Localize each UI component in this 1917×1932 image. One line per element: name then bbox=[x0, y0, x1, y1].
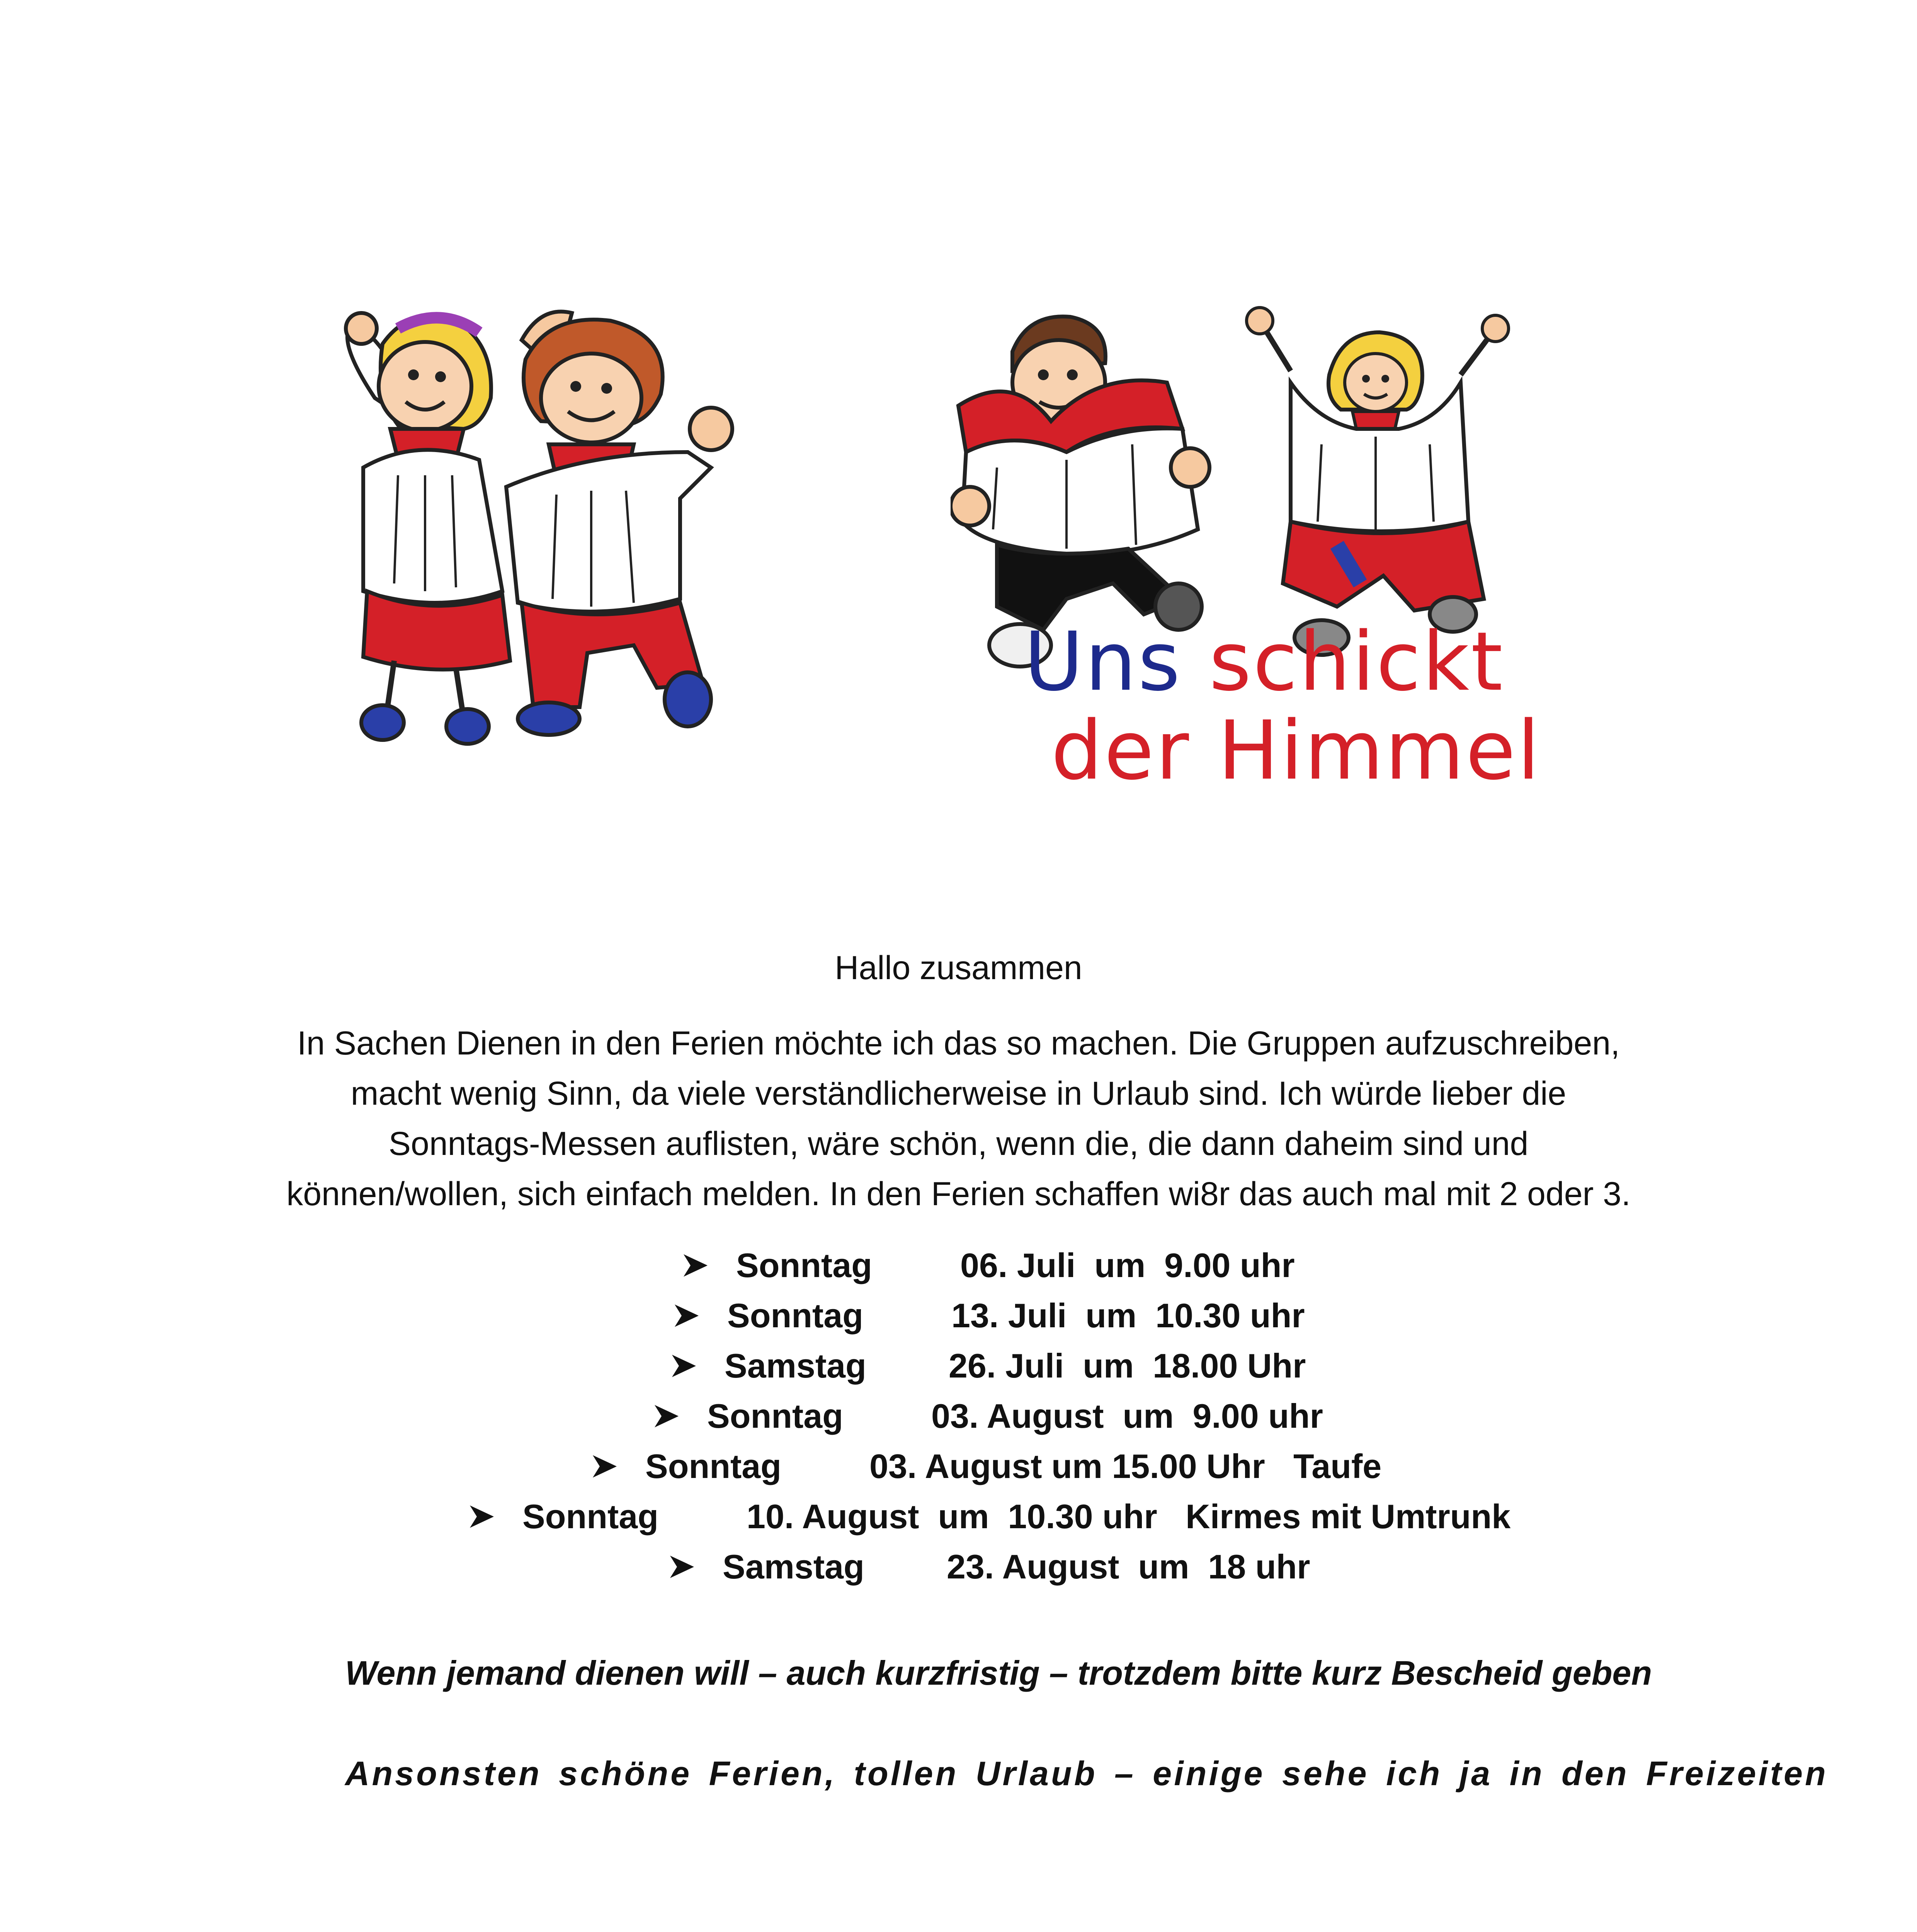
arrow-bullet-icon bbox=[673, 1303, 700, 1328]
arrow-bullet-icon bbox=[682, 1253, 709, 1278]
schedule-day: Sonntag bbox=[736, 1246, 872, 1284]
schedule-day: Sonntag bbox=[522, 1497, 658, 1536]
logo-text-line-1 bbox=[1024, 614, 1504, 709]
schedule-day: Sonntag bbox=[707, 1397, 843, 1435]
schedule-day: Samstag bbox=[725, 1347, 866, 1385]
schedule-day: Sonntag bbox=[727, 1296, 863, 1335]
arrow-bullet-icon bbox=[591, 1454, 618, 1479]
logo-text-line-2: der Himmel bbox=[1051, 703, 1541, 798]
logo-word-schickt: schickt bbox=[1209, 614, 1504, 709]
greeting: Hallo zusammen bbox=[835, 949, 1082, 986]
schedule-day: Samstag bbox=[723, 1548, 864, 1586]
schedule-details: 13. Juli um 10.30 uhr bbox=[951, 1296, 1305, 1335]
schedule-details: 03. August um 9.00 uhr bbox=[931, 1397, 1323, 1435]
intro-paragraph-line: Sonntags-Messen auflisten, wäre schön, wenn die, die dann daheim sind und bbox=[388, 1125, 1529, 1162]
girl-server-figure bbox=[346, 313, 510, 744]
schedule-details: 10. August um 10.30 uhr Kirmes mit Umtrunk bbox=[747, 1497, 1511, 1536]
arrow-bullet-icon bbox=[468, 1504, 495, 1529]
arrow-bullet-icon bbox=[670, 1353, 697, 1379]
schedule-details: 23. August um 18 uhr bbox=[947, 1548, 1310, 1586]
intro-paragraph-line: In Sachen Dienen in den Ferien möchte ich das so machen. Die Gruppen aufzuschreiben, bbox=[297, 1025, 1620, 1062]
boy-server-figure bbox=[506, 311, 732, 735]
altar-servers-left-illustration bbox=[340, 298, 750, 750]
schedule-details: 26. Juli um 18.00 Uhr bbox=[949, 1347, 1306, 1385]
intro-paragraph-line: können/wollen, sich einfach melden. In den Ferien schaffen wi8r das auch mal mit 2 oder 3. bbox=[286, 1175, 1631, 1213]
leaping-girl-figure bbox=[1247, 308, 1509, 655]
reminder-note: Wenn jemand dienen will – auch kurzfristig – trotzdem bitte kurz Bescheid geben bbox=[345, 1654, 1652, 1692]
schedule-details: 06. Juli um 9.00 uhr bbox=[960, 1246, 1295, 1284]
arrow-bullet-icon bbox=[668, 1554, 696, 1580]
closing-note: Ansonsten schöne Ferien, tollen Urlaub – einige sehe ich ja in den Freizeiten bbox=[345, 1754, 1828, 1793]
logo-word-uns: Uns bbox=[1024, 614, 1182, 709]
schedule-day: Sonntag bbox=[645, 1447, 781, 1485]
arrow-bullet-icon bbox=[653, 1403, 680, 1429]
intro-paragraph-line: macht wenig Sinn, da viele verständlicherweise in Urlaub sind. Ich würde lieber die bbox=[350, 1075, 1567, 1112]
schedule-details: 03. August um 15.00 Uhr Taufe bbox=[869, 1447, 1382, 1485]
